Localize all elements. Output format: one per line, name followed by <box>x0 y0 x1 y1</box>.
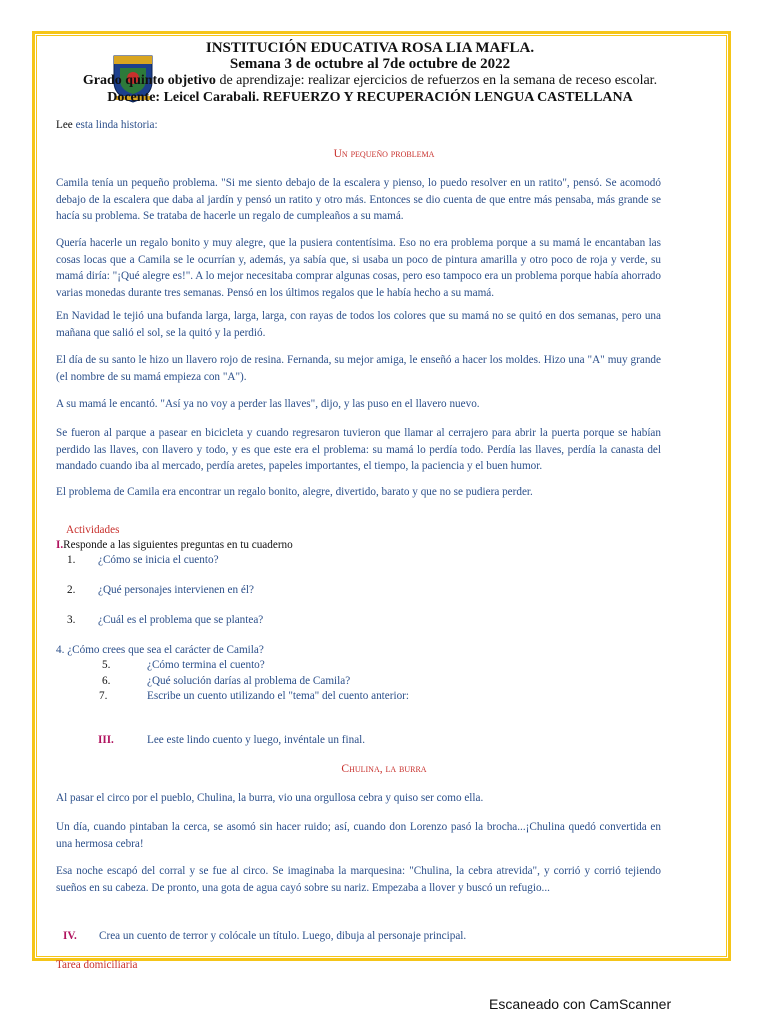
question-1-number: 1. <box>67 554 76 566</box>
document-header <box>40 40 700 106</box>
story1-paragraph: En Navidad le tejió una bufanda larga, larga, larga, con rayas de todos los colores que su mamá no se quitó en dos semanas, pero una mañana que salió el sol, se la quitó y la perdió. <box>56 310 661 339</box>
story1-paragraph: Se fueron al parque a pasear en bicicleta y cuando regresaron tuvieron que llamar al cerrajero para abrir la puerta porque se habían perdido las llaves, con llavero y todo, y es que este era el problema: su mamá lo perdía todo. Perdía las llaves, perdía la canasta del mandado cuando iba al mercado, perdía aretes, papeles importantes, el tiempo, la paciencia y el buen humor. <box>56 427 661 472</box>
question-7-number: 7. <box>99 690 108 702</box>
story1-paragraph: Quería hacerle un regalo bonito y muy alegre, que la pusiera contentísima. Eso no era problema porque a su mamá le encantaban las cosas locas que a Camila se le ocurrían y, además, ya sabía que, si usaba un poco de pintura amarilla y otro poco de roja y verde, su mamá diría: "¡Qué alegre es!". A lo mejor necesitaba comprar algunas cosas, pero eso tampoco era un problema porque había ahorrado varias monedas durante tres semanas. Pensó en los últimos regalos que le había hecho a su mamá. <box>56 237 661 299</box>
story2-title: Chulina, la burra <box>341 763 427 775</box>
story2-paragraph: Esa noche escapó del corral y se fue al circo. Se imaginaba la marquesina: "Chulina, la cebra atrevida", y corrió y corrió tejiendo sueños en su cabeza. De pronto, una gota de agua cayó sobre su nariz. Empezaba a llover y buscó un refugio... <box>56 865 661 894</box>
story1-paragraph: Camila tenía un pequeño problema. "Si me siento debajo de la escalera y pienso, lo puedo resolver en un ratito", pensó. Se acomodó debajo de la escalera que daba al jardín y pensó un ratito y otro más. Entonces se dio cuenta de que entre más pensaba, más grande se hacía su problema. Se trataba de hacerle un regalo de cumpleaños a su mamá. <box>56 177 661 222</box>
section-4-instruction: Crea un cuento de terror y colócale un título. Luego, dibuja al personaje principal. <box>99 930 467 942</box>
question-4: 4. ¿Cómo crees que sea el carácter de Camila? <box>56 644 264 656</box>
intro-line: Lee esta linda historia: <box>56 119 158 131</box>
question-6: ¿Qué solución darías al problema de Camila? <box>147 675 351 687</box>
question-2: ¿Qué personajes intervienen en él? <box>98 584 254 596</box>
question-2-number: 2. <box>67 584 76 596</box>
question-5-number: 5. <box>102 659 111 671</box>
activities-title: Actividades <box>66 524 120 536</box>
grade-objective: Grado quinto objetivo de aprendizaje: realizar ejercicios de refuerzos en la semana de receso escolar. <box>82 73 658 88</box>
story2-paragraph: Al pasar el circo por el pueblo, Chulina, la burra, vio una orgullosa cebra y quiso ser como ella. <box>56 792 484 804</box>
story1-paragraph: El problema de Camila era encontrar un regalo bonito, alegre, divertido, barato y que no se pudiera perder. <box>56 486 533 498</box>
institution-name: INSTITUCIÓN EDUCATIVA ROSA LIA MAFLA. <box>205 40 535 56</box>
story1-title: Un pequeño problema <box>333 148 435 160</box>
section-3-instruction: Lee este lindo cuento y luego, invéntale un final. <box>147 734 366 746</box>
scanner-watermark: Escaneado con CamScanner <box>489 996 672 1012</box>
question-5: ¿Cómo termina el cuento? <box>147 659 265 671</box>
story2-paragraph: Un día, cuando pintaban la cerca, se asomó sin hacer ruido; así, cuando don Lorenzo pasó la brocha...¡Chulina quedó convertida en una hermosa cebra! <box>56 821 661 850</box>
week-dates: Semana 3 de octubre al 7de octubre de 2022 <box>229 56 511 72</box>
story1-paragraph: A su mamá le encantó. "Así ya no voy a perder las llaves", dijo, y las puso en el llavero nuevo. <box>56 398 480 410</box>
question-1: ¿Cómo se inicia el cuento? <box>98 554 219 566</box>
teacher-subject: Docente: Leicel Carabali. REFUERZO Y RECUPERACIÓN LENGUA CASTELLANA <box>107 90 633 105</box>
section-3-number: III. <box>98 734 114 746</box>
question-7: Escribe un cuento utilizando el "tema" del cuento anterior: <box>147 690 409 702</box>
question-3: ¿Cuál es el problema que se plantea? <box>98 614 264 626</box>
question-3-number: 3. <box>67 614 76 626</box>
section-1-instruction: I.Responde a las siguientes preguntas en tu cuaderno <box>56 539 293 551</box>
section-4-number: IV. <box>63 930 77 942</box>
story1-paragraph: El día de su santo le hizo un llavero rojo de resina. Fernanda, su mejor amiga, le enseñó a hacer los moldes. Hizo una "A" muy grande (el nombre de su mamá empieza con "A"). <box>56 354 661 383</box>
question-6-number: 6. <box>102 675 111 687</box>
homework-label: Tarea domiciliaria <box>56 959 138 971</box>
